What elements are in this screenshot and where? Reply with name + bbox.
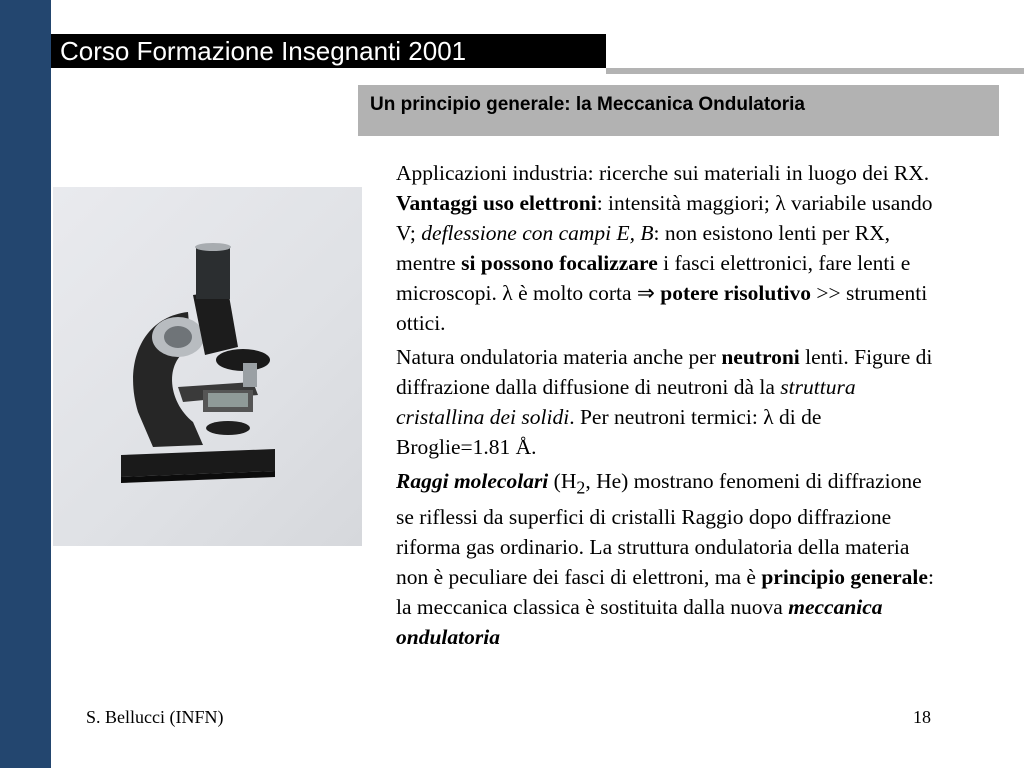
microscope-image	[53, 187, 362, 546]
paragraph-molecular-rays	[396, 466, 941, 652]
slide-header-title: Corso Formazione Insegnanti 2001	[60, 36, 467, 66]
italic-span: deflessione con campi E, B	[421, 221, 654, 245]
bold-span: principio generale	[761, 565, 928, 590]
bold-italic-span: Raggi molecolari	[396, 469, 549, 493]
subscript: 2	[576, 477, 586, 498]
page-number: 18	[913, 707, 931, 727]
text-span: , He) mostrano fenomeni di diffrazione se riflessi da superfici di cristalli Raggio dopo diffrazione riforma gas ordinario. La struttura ondulatoria della materia non è peculiare dei fasci di elettroni, ma è	[396, 469, 922, 590]
footer-author: S. Bellucci (INFN)	[86, 707, 224, 727]
text-span: lenti. Figure di diffrazione dalla diffusione di neutroni dà la	[396, 345, 933, 399]
text-span: : non esistono lenti per RX, mentre	[396, 221, 891, 275]
header-rule	[606, 68, 1024, 74]
text-span: . Per neutroni termici: λ di de Broglie=1.81 Å.	[396, 405, 822, 459]
left-accent-bar	[0, 0, 51, 768]
text-span: Applicazioni industria: ricerche sui materiali in luogo dei RX.	[396, 161, 930, 185]
bold-span: Vantaggi uso elettroni	[396, 191, 597, 215]
bold-span: neutroni	[721, 345, 800, 369]
bold-span: si possono focalizzare	[461, 251, 658, 275]
text-span: >> strumenti ottici.	[396, 281, 928, 335]
text-span: i fasci elettronici, fare lenti e microscopi. λ è molto corta ⇒	[396, 251, 911, 305]
text-span: (H	[548, 469, 577, 493]
text-span: : intensità maggiori; λ variabile usando V;	[396, 191, 933, 245]
paragraph-electron-applications	[396, 158, 941, 338]
paragraph-neutrons	[396, 342, 941, 462]
text-span: : la meccanica classica è sostituita dalla nuova	[396, 565, 934, 620]
slide-body	[396, 158, 941, 656]
text-span: Natura ondulatoria materia anche per	[396, 345, 722, 369]
bold-span: potere risolutivo	[660, 281, 811, 305]
slide-subtitle: Un principio generale: la Meccanica Ondulatoria	[370, 94, 805, 115]
italic-span: struttura cristallina dei solidi	[396, 375, 856, 429]
bold-italic-span: meccanica ondulatoria	[396, 595, 883, 650]
